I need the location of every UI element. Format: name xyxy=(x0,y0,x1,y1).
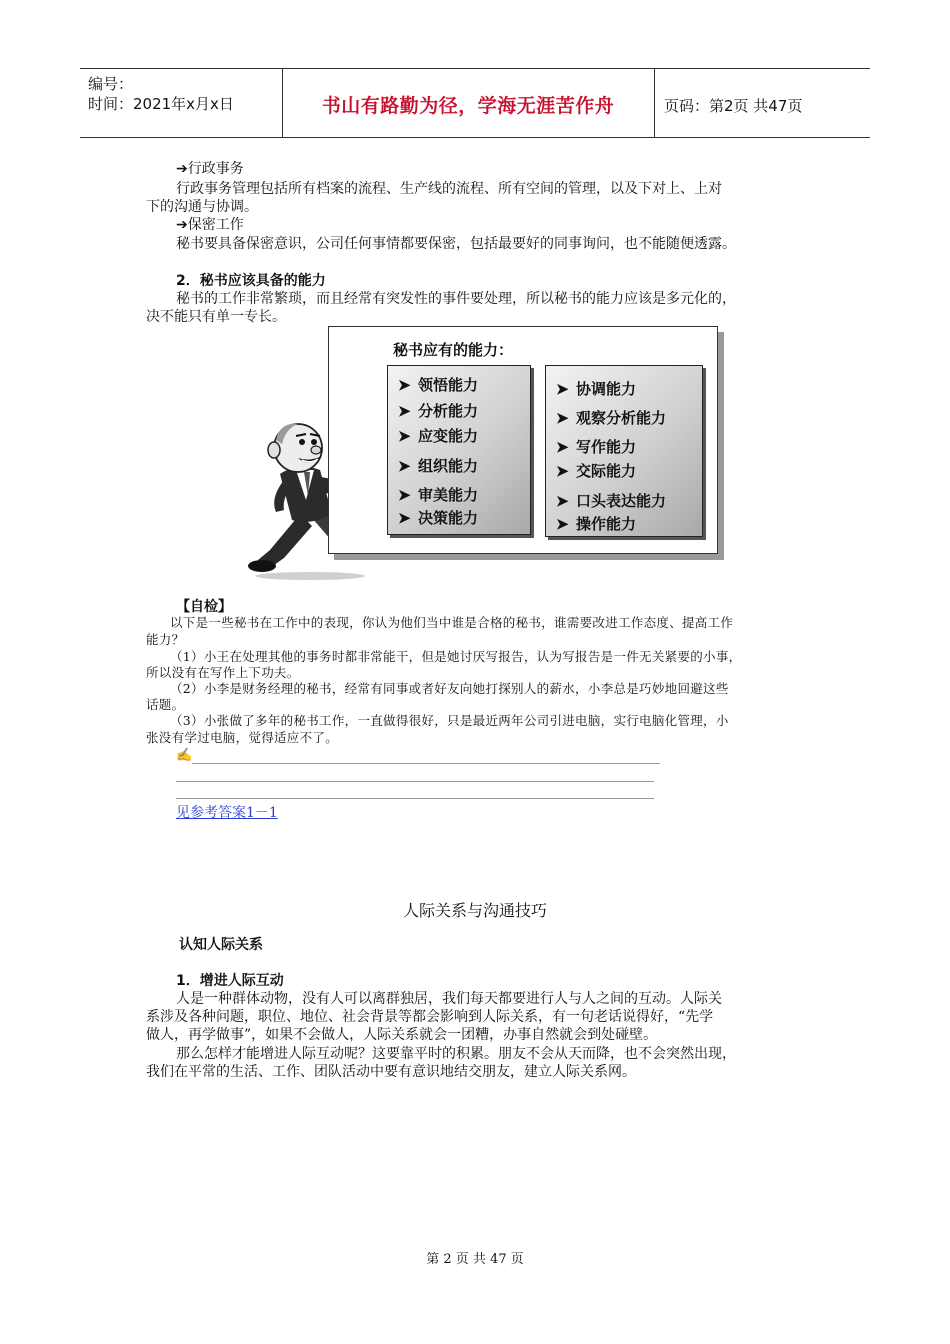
arrow-icon: ➤ xyxy=(556,492,569,510)
answer-line[interactable] xyxy=(192,763,660,764)
secret-heading: ➔保密工作 xyxy=(176,217,244,233)
arrow-icon: ➤ xyxy=(398,376,411,394)
ability-heading: 2．秘书应该具备的能力 xyxy=(176,273,326,289)
admin-paragraph-line1: 行政事务管理包括所有档案的流程、生产线的流程、所有空间的管理，以及下对上、上对 xyxy=(176,181,722,197)
ability-item: ➤ 决策能力 xyxy=(398,509,479,527)
case2-line2: 话题。 xyxy=(146,697,185,712)
secretary-ability-figure xyxy=(328,326,718,554)
case1-line1: （1）小王在处理其他的事务时都非常能干，但是她讨厌写报告，认为写报告是一件无关紧要的小事， xyxy=(170,649,742,664)
pen-icon: ✍ xyxy=(176,748,193,763)
arrow-icon: ➤ xyxy=(556,380,569,398)
page-number-label: 页码：第2页 共47页 xyxy=(664,97,803,115)
arrow-icon: ➤ xyxy=(556,462,569,480)
ability-item: ➤ 分析能力 xyxy=(398,402,479,420)
motto-text: 书山有路勤为径，学海无涯苦作舟 xyxy=(321,95,615,117)
arrow-icon: ➤ xyxy=(556,515,569,533)
ability-item: ➤ 口头表达能力 xyxy=(556,492,667,510)
ability-item: ➤ 观察分析能力 xyxy=(556,409,667,427)
selfcheck-heading: 【自检】 xyxy=(176,599,232,615)
arrow-icon: ➤ xyxy=(398,509,411,527)
ability-paragraph-line2: 决不能只有单一专长。 xyxy=(146,309,286,325)
chapter-title: 人际关系与沟通技巧 xyxy=(402,901,547,920)
arrow-icon: ➤ xyxy=(398,457,411,475)
case3-line1: （3）小张做了多年的秘书工作，一直做得很好，只是最近两年公司引进电脑，实行电脑化管理，小 xyxy=(170,713,729,728)
para1-line2: 系涉及各种问题，职位、地位、社会背景等都会影响到人际关系，有一句老话说得好，“先学 xyxy=(146,1009,714,1025)
para2-line2: 我们在平常的生活、工作、团队活动中要有意识地结交朋友，建立人际关系网。 xyxy=(146,1064,636,1080)
ability-item: ➤ 领悟能力 xyxy=(398,376,479,394)
ability-item: ➤ 审美能力 xyxy=(398,486,479,504)
case3-line2: 张没有学过电脑，觉得适应不了。 xyxy=(146,730,339,745)
para2-line1: 那么怎样才能增进人际互动呢？这要靠平时的积累。朋友不会从天而降，也不会突然出现， xyxy=(176,1046,736,1062)
selfcheck-intro-line2: 能力？ xyxy=(146,632,185,647)
ability-item: ➤ 写作能力 xyxy=(556,438,637,456)
para1-line3: 做人，再学做事”，如果不会做人，人际关系就会一团糟，办事自然就会到处碰壁。 xyxy=(146,1027,658,1043)
ability-item: ➤ 组织能力 xyxy=(398,457,479,475)
ability-item: ➤ 协调能力 xyxy=(556,380,637,398)
ability-panel-right xyxy=(545,365,703,537)
arrow-icon: ➤ xyxy=(398,486,411,504)
figure-title: 秘书应有的能力： xyxy=(393,341,514,359)
answer-line[interactable] xyxy=(176,781,654,782)
case2-line1: （2）小李是财务经理的秘书，经常有同事或者好友向她打探别人的薪水，小李总是巧妙地回避这些 xyxy=(170,681,729,696)
reference-answer-link[interactable]: 见参考答案1－1 xyxy=(176,805,278,821)
section-heading: 1．增进人际互动 xyxy=(176,973,284,989)
secret-paragraph: 秘书要具备保密意识，公司任何事情都要保密，包括最要好的同事询问，也不能随便透露。 xyxy=(176,236,736,252)
arrow-icon: ➤ xyxy=(556,438,569,456)
header-page-cell xyxy=(655,69,870,137)
header-info-cell xyxy=(80,69,283,137)
doc-number-label: 编号： xyxy=(88,75,134,93)
admin-heading: ➔行政事务 xyxy=(176,161,244,177)
case1-line2: 所以没有在写作上下功夫。 xyxy=(146,665,300,680)
header-motto-cell xyxy=(282,69,655,137)
chapter-subtitle: 认知人际关系 xyxy=(179,937,263,953)
admin-paragraph-line2: 下的沟通与协调。 xyxy=(146,199,258,215)
answer-line[interactable] xyxy=(176,798,654,799)
doc-time-label: 时间：2021年x月x日 xyxy=(88,95,234,113)
header-table xyxy=(80,68,870,138)
ability-item: ➤ 交际能力 xyxy=(556,462,637,480)
ability-panel-left xyxy=(387,365,531,535)
selfcheck-intro-line1: 以下是一些秘书在工作中的表现，你认为他们当中谁是合格的秘书，谁需要改进工作态度、提高工作 xyxy=(170,615,734,630)
page-footer: 第 2 页 共 47 页 xyxy=(426,1252,524,1267)
ability-item: ➤ 操作能力 xyxy=(556,515,637,533)
para1-line1: 人是一种群体动物，没有人可以离群独居，我们每天都要进行人与人之间的互动。人际关 xyxy=(176,991,722,1007)
ability-item: ➤ 应变能力 xyxy=(398,427,479,445)
arrow-icon: ➤ xyxy=(398,427,411,445)
ability-paragraph-line1: 秘书的工作非常繁琐，而且经常有突发性的事件要处理，所以秘书的能力应该是多元化的， xyxy=(176,291,736,307)
arrow-icon: ➤ xyxy=(556,409,569,427)
arrow-icon: ➤ xyxy=(398,402,411,420)
